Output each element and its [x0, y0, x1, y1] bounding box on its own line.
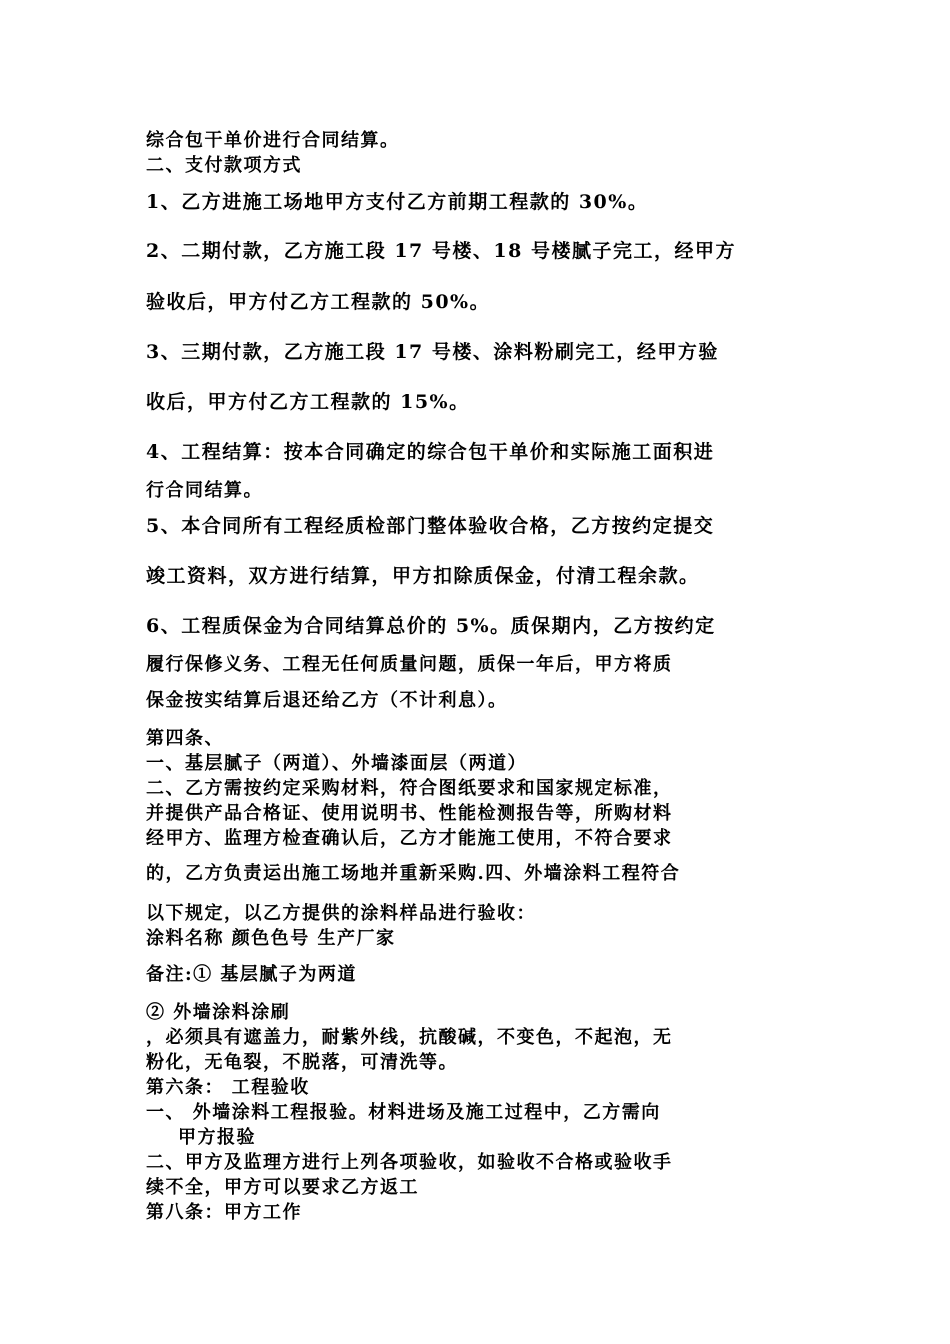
text-line-30: 二、甲方及监理方进行上列各项验收，如验收不合格或验收手: [146, 1152, 673, 1173]
text-line-4: 2、二期付款，乙方施工段 17 号楼、18 号楼腻子完工，经甲方: [146, 240, 736, 262]
text-line-11: 竣工资料，双方进行结算，甲方扣除质保金，付清工程余款。: [146, 565, 700, 587]
text-line-16: 一、基层腻子（两道）、外墙漆面层（两道）: [146, 753, 527, 774]
text-line-3: 1、乙方进施工场地甲方支付乙方前期工程款的 30%。: [146, 191, 649, 213]
text-line-25: ，必须具有遮盖力，耐紫外线，抗酸碱，不变色，不起泡，无: [146, 1027, 673, 1048]
section-heading-article-4: 第四条、: [146, 728, 224, 749]
text-line-1: 综合包干单价进行合同结算。: [146, 130, 400, 151]
text-line-22: 涂料名称 颜色色号 生产厂家: [146, 928, 396, 949]
text-line-21: 以下规定，以乙方提供的涂料样品进行验收：: [146, 903, 536, 924]
text-line-17: 二、乙方需按约定采购材料，符合图纸要求和国家规定标准，: [146, 778, 673, 799]
text-line-13: 履行保修义务、工程无任何质量问题，质保一年后，甲方将质: [146, 654, 673, 675]
text-line-7: 收后，甲方付乙方工程款的 15%。: [146, 391, 470, 413]
text-line-28: 一、 外墙涂料工程报验。材料进场及施工过程中，乙方需向: [146, 1102, 661, 1123]
text-line-18: 并提供产品合格证、使用说明书、性能检测报告等，所购材料: [146, 803, 673, 824]
text-line-24: ② 外墙涂料涂刷: [146, 1002, 291, 1023]
text-line-10: 5、本合同所有工程经质检部门整体验收合格，乙方按约定提交: [146, 515, 715, 537]
text-line-26: 粉化，无龟裂，不脱落，可清洗等。: [146, 1052, 458, 1073]
section-heading-article-6: 第六条： 工程验收: [146, 1077, 310, 1098]
section-heading-article-8: 第八条：甲方工作: [146, 1202, 302, 1223]
text-line-20: 的，乙方负责运出施工场地并重新采购.四、外墙涂料工程符合: [146, 863, 681, 884]
text-line-6: 3、三期付款，乙方施工段 17 号楼、涂料粉刷完工，经甲方验: [146, 341, 719, 363]
text-line-19: 经甲方、监理方检查确认后，乙方才能施工使用，不符合要求: [146, 828, 673, 849]
text-line-8: 4、工程结算：按本合同确定的综合包干单价和实际施工面积进: [146, 441, 715, 463]
text-line-9: 行合同结算。: [146, 480, 263, 501]
section-heading-payment: 二、支付款项方式: [146, 155, 302, 176]
text-line-23: 备注:① 基层腻子为两道: [146, 964, 357, 985]
text-line-12: 6、工程质保金为合同结算总价的 5%。质保期内，乙方按约定: [146, 615, 716, 637]
text-line-14: 保金按实结算后退还给乙方（不计利息）。: [146, 690, 508, 711]
text-line-29: 甲方报验: [178, 1127, 256, 1148]
text-line-5: 验收后，甲方付乙方工程款的 50%。: [146, 291, 491, 313]
text-line-31: 续不全，甲方可以要求乙方返工: [146, 1177, 419, 1198]
